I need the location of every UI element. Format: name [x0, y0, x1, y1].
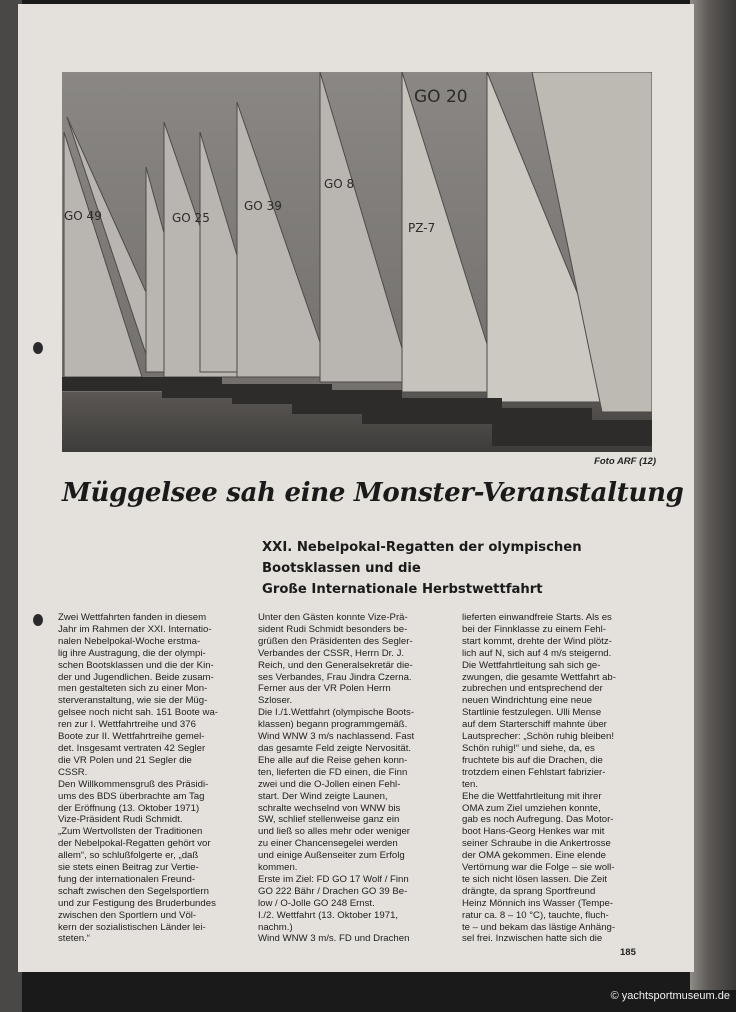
regatta-photo [62, 72, 652, 452]
text-line: drängte, da sprang Sportfreund [462, 885, 596, 897]
text-line: Vize-Präsident Rudi Schmidt. [58, 814, 183, 826]
text-line: CSSR. [58, 766, 88, 778]
text-line: der Nebelpokal-Regatten gehört vor [58, 838, 211, 850]
text-line: gelsee noch nicht sah. 151 Boote wa- [58, 707, 219, 719]
text-line: kern der sozialistischen Länder lei- [58, 921, 206, 933]
text-line: Erste im Ziel: FD GO 17 Wolf / Finn [258, 873, 409, 885]
text-line: sterveranstaltung, wie sie der Müg- [58, 695, 208, 707]
sail-number: GO 25 [172, 211, 210, 225]
article-column-2 [258, 612, 448, 945]
text-line: sie stets einen Beitrag zur Vertie- [58, 862, 199, 874]
text-line: start. Der Wind zeigte Launen, [258, 790, 388, 802]
text-line: klassen) begann programmgemäß. [258, 719, 408, 731]
subhead-line: Bootsklassen und die [262, 561, 421, 576]
text-line: sident Rudi Schmidt besonders be- [258, 623, 408, 635]
text-line: neuen Windrichtung eine neue [462, 695, 593, 707]
text-line: lich auf N, sich auf 4 m/s steigernd. [462, 647, 612, 659]
text-line: Heinz Mönnich ins Wasser (Tempe- [462, 897, 614, 909]
sail-number: GO 20 [414, 87, 468, 107]
text-line: seiner Schraube in die Ankertrosse [462, 838, 611, 850]
text-line: gab es noch Aufregung. Das Motor- [462, 814, 614, 826]
text-line: GO 222 Bähr / Drachen GO 39 Be- [258, 885, 408, 897]
text-line: zubrechen und entsprechend der [462, 683, 603, 695]
text-line: Startlinie festzulegen. Ulli Mense [462, 707, 602, 719]
text-line: zu einer Chancensegelei werden [258, 838, 398, 850]
text-line: der und Jugendlichen. Beide zusam- [58, 671, 214, 683]
text-line: te sich nicht lösen lassen. Die Zeit [462, 873, 608, 885]
text-line: ses Verbandes, Frau Jindra Czerna. [258, 671, 412, 683]
text-line: schaft zwischen den Segelsportlern [58, 885, 209, 897]
text-line: der Eröffnung (13. Oktober 1971) [58, 802, 200, 814]
text-line: start kommt, drehte der Wind plötz- [462, 635, 612, 647]
text-line: die VR Polen und 21 Segler die [58, 754, 192, 766]
subhead-line: XXI. Nebelpokal-Regatten der olympischen [262, 540, 582, 555]
text-line: Ehe die Wettfahrtleitung mit ihrer [462, 790, 602, 802]
text-line: OMA zum Ziel umziehen konnte, [462, 802, 601, 814]
punch-hole [33, 614, 43, 626]
text-line: Den Willkommensgruß des Präsidi- [58, 778, 209, 790]
text-line: und zur Festigung des Bruderbundes [58, 897, 216, 909]
text-line: schralte wechselnd von WNW bis [258, 802, 401, 814]
text-line: fung der internationalen Freund- [58, 873, 196, 885]
text-line: Wind WNW 3 m/s. FD und Drachen [258, 933, 410, 945]
text-line: zwischen den Sportlern und Völ- [58, 909, 197, 921]
text-line: ren zur I. Wettfahrtreihe und 376 [58, 719, 196, 731]
text-line: zwungen, die gesamte Wettfahrt ab- [462, 671, 616, 683]
text-line: boot Hans-Georg Henkes war mit [462, 826, 605, 838]
text-line: Lautsprecher: „Schön ruhig bleiben! [462, 731, 614, 743]
text-line: Vertörnung war die Folge – sie woll- [462, 862, 615, 874]
text-line: nachm.) [258, 921, 293, 933]
text-line: das gesamte Feld zeigte Nervosität. [258, 742, 412, 754]
text-line: lieferten einwandfreie Starts. Als es [462, 612, 612, 623]
text-line: det. Insgesamt vertraten 42 Segler [58, 742, 206, 754]
page-stack-edge [690, 0, 736, 990]
text-line: bei der Finnklasse zu einem Fehl- [462, 623, 606, 635]
text-line: Unter den Gästen konnte Vize-Prä- [258, 612, 408, 623]
watermark: © yachtsportmuseum.de [610, 990, 730, 1002]
text-line: Ehe alle auf die Reise gehen konn- [258, 754, 408, 766]
text-line: und einige Außenseiter zum Erfolg [258, 850, 405, 862]
sail-number: GO 49 [64, 209, 102, 223]
article-column-3 [462, 612, 658, 945]
text-line: ten, lieferten die FD einen, die Finn [258, 766, 408, 778]
text-line: fruchtete bis auf die Drachen, die [462, 754, 603, 766]
text-line: te – und bekam das lästige Anhäng- [462, 921, 616, 933]
text-line: SW, schlief stellenweise ganz ein [258, 814, 400, 826]
text-line: Boote zur II. Wettfahrtreihe gemel- [58, 731, 205, 743]
text-line: nalen Nebelpokal-Woche erstma- [58, 635, 201, 647]
text-line: low / O-Jolle GO 248 Ernst. [258, 897, 375, 909]
text-line: und ließ so alles mehr oder weniger [258, 826, 410, 838]
text-line: auf dem Starterschiff mahnte über [462, 719, 607, 731]
text-line: steten.“ [58, 933, 90, 945]
text-line: Jahr im Rahmen der XXI. Internatio- [58, 623, 212, 635]
text-line: ten. [462, 778, 479, 790]
text-line: grüßen den Präsidenten des Segler- [258, 635, 413, 647]
subhead-line: Große Internationale Herbstwettfahrt [262, 582, 543, 597]
sail-number: PZ-7 [408, 221, 436, 235]
article-column-1 [58, 612, 246, 945]
text-line: allem“, so schlußfolgerte er, „daß [58, 850, 199, 862]
text-line: Die Wettfahrtleitung sah sich ge- [462, 659, 601, 671]
article-headline: Müggelsee sah eine Monster-Veranstaltung [62, 478, 684, 508]
text-line: kommen. [258, 862, 298, 874]
sail-number: GO 39 [244, 199, 282, 213]
text-line: men gestalteten sich zu einer Mon- [58, 683, 208, 695]
text-line: schen Bootsklassen und die der Kin- [58, 659, 214, 671]
text-line: Wind WNW 3 m/s nachlassend. Fast [258, 731, 415, 743]
text-line: lig ihre Austragung, die der olympi- [58, 647, 206, 659]
text-line: Zwei Wettfahrten fanden in diesem [58, 612, 207, 623]
text-line: trotzdem einen Fehlstart fabrizier- [462, 766, 606, 778]
text-line: I./2. Wettfahrt (13. Oktober 1971, [258, 909, 399, 921]
text-line: sel frei. Inzwischen hatte sich die [462, 933, 603, 945]
text-line: Reich, und den Generalsekretär die- [258, 659, 413, 671]
text-line: Szloser. [258, 695, 293, 707]
photo-credit: Foto ARF (12) [594, 456, 656, 467]
punch-hole [33, 342, 43, 354]
article-subhead [262, 537, 652, 600]
sail-number: GO 8 [324, 177, 355, 191]
text-line: Verbandes der CSSR, Herrn Dr. J. [258, 647, 405, 659]
text-line: Ferner aus der VR Polen Herrn [258, 683, 391, 695]
text-line: der OMA gekommen. Eine elende [462, 850, 606, 862]
text-line: zwei und die O-Jollen einen Fehl- [258, 778, 401, 790]
text-line: „Zum Wertvollsten der Traditionen [58, 826, 203, 838]
text-line: ratur ca. 8 – 10 °C), tauchte, fluch- [462, 909, 609, 921]
page-number: 185 [620, 947, 636, 958]
text-line: Die I./1.Wettfahrt (olympische Boots- [258, 707, 415, 719]
text-line: Schön ruhig!“ und siehe, da, es [462, 742, 595, 754]
text-line: ums des BDS überbrachte am Tag [58, 790, 205, 802]
